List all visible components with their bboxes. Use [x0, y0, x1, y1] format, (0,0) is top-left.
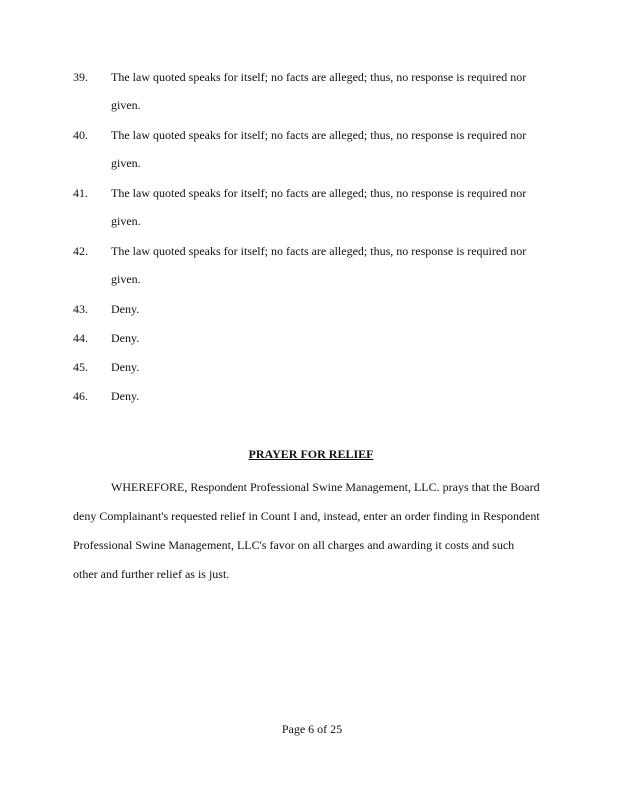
paragraph-number: 39. — [73, 70, 88, 84]
prayer-text: deny Complainant's requested relief in Count I and, instead, enter an order finding in Respondent — [73, 509, 540, 523]
prayer-text: Professional Swine Management, LLC's favor on all charges and awarding it costs and such — [73, 538, 515, 552]
paragraph-text: Deny. — [111, 360, 140, 374]
paragraph-number: 45. — [73, 360, 88, 374]
prayer-text: other and further relief as is just. — [73, 567, 230, 581]
paragraph-number: 43. — [73, 302, 88, 316]
paragraph-text-continued: given. — [111, 214, 141, 228]
paragraph-text: The law quoted speaks for itself; no facts are alleged; thus, no response is required nor — [111, 244, 527, 258]
paragraph-number: 40. — [73, 128, 88, 142]
paragraph-text: The law quoted speaks for itself; no facts are alleged; thus, no response is required nor — [111, 70, 527, 84]
paragraph-text-continued: given. — [111, 156, 141, 170]
section-heading: PRAYER FOR RELIEF — [248, 447, 374, 461]
paragraph-text-continued: given. — [111, 98, 141, 112]
prayer-text: WHEREFORE, Respondent Professional Swine Management, LLC. prays that the Board — [111, 480, 540, 494]
paragraph-number: 46. — [73, 389, 88, 403]
paragraph-text-continued: given. — [111, 272, 141, 286]
paragraph-text: Deny. — [111, 389, 140, 403]
paragraph-number: 44. — [73, 331, 88, 345]
paragraph-text: Deny. — [111, 302, 140, 316]
paragraph-text: Deny. — [111, 331, 140, 345]
page-number: Page 6 of 25 — [281, 722, 343, 736]
paragraph-number: 41. — [73, 186, 88, 200]
paragraph-number: 42. — [73, 244, 88, 258]
paragraph-text: The law quoted speaks for itself; no facts are alleged; thus, no response is required nor — [111, 128, 527, 142]
paragraph-text: The law quoted speaks for itself; no facts are alleged; thus, no response is required nor — [111, 186, 527, 200]
